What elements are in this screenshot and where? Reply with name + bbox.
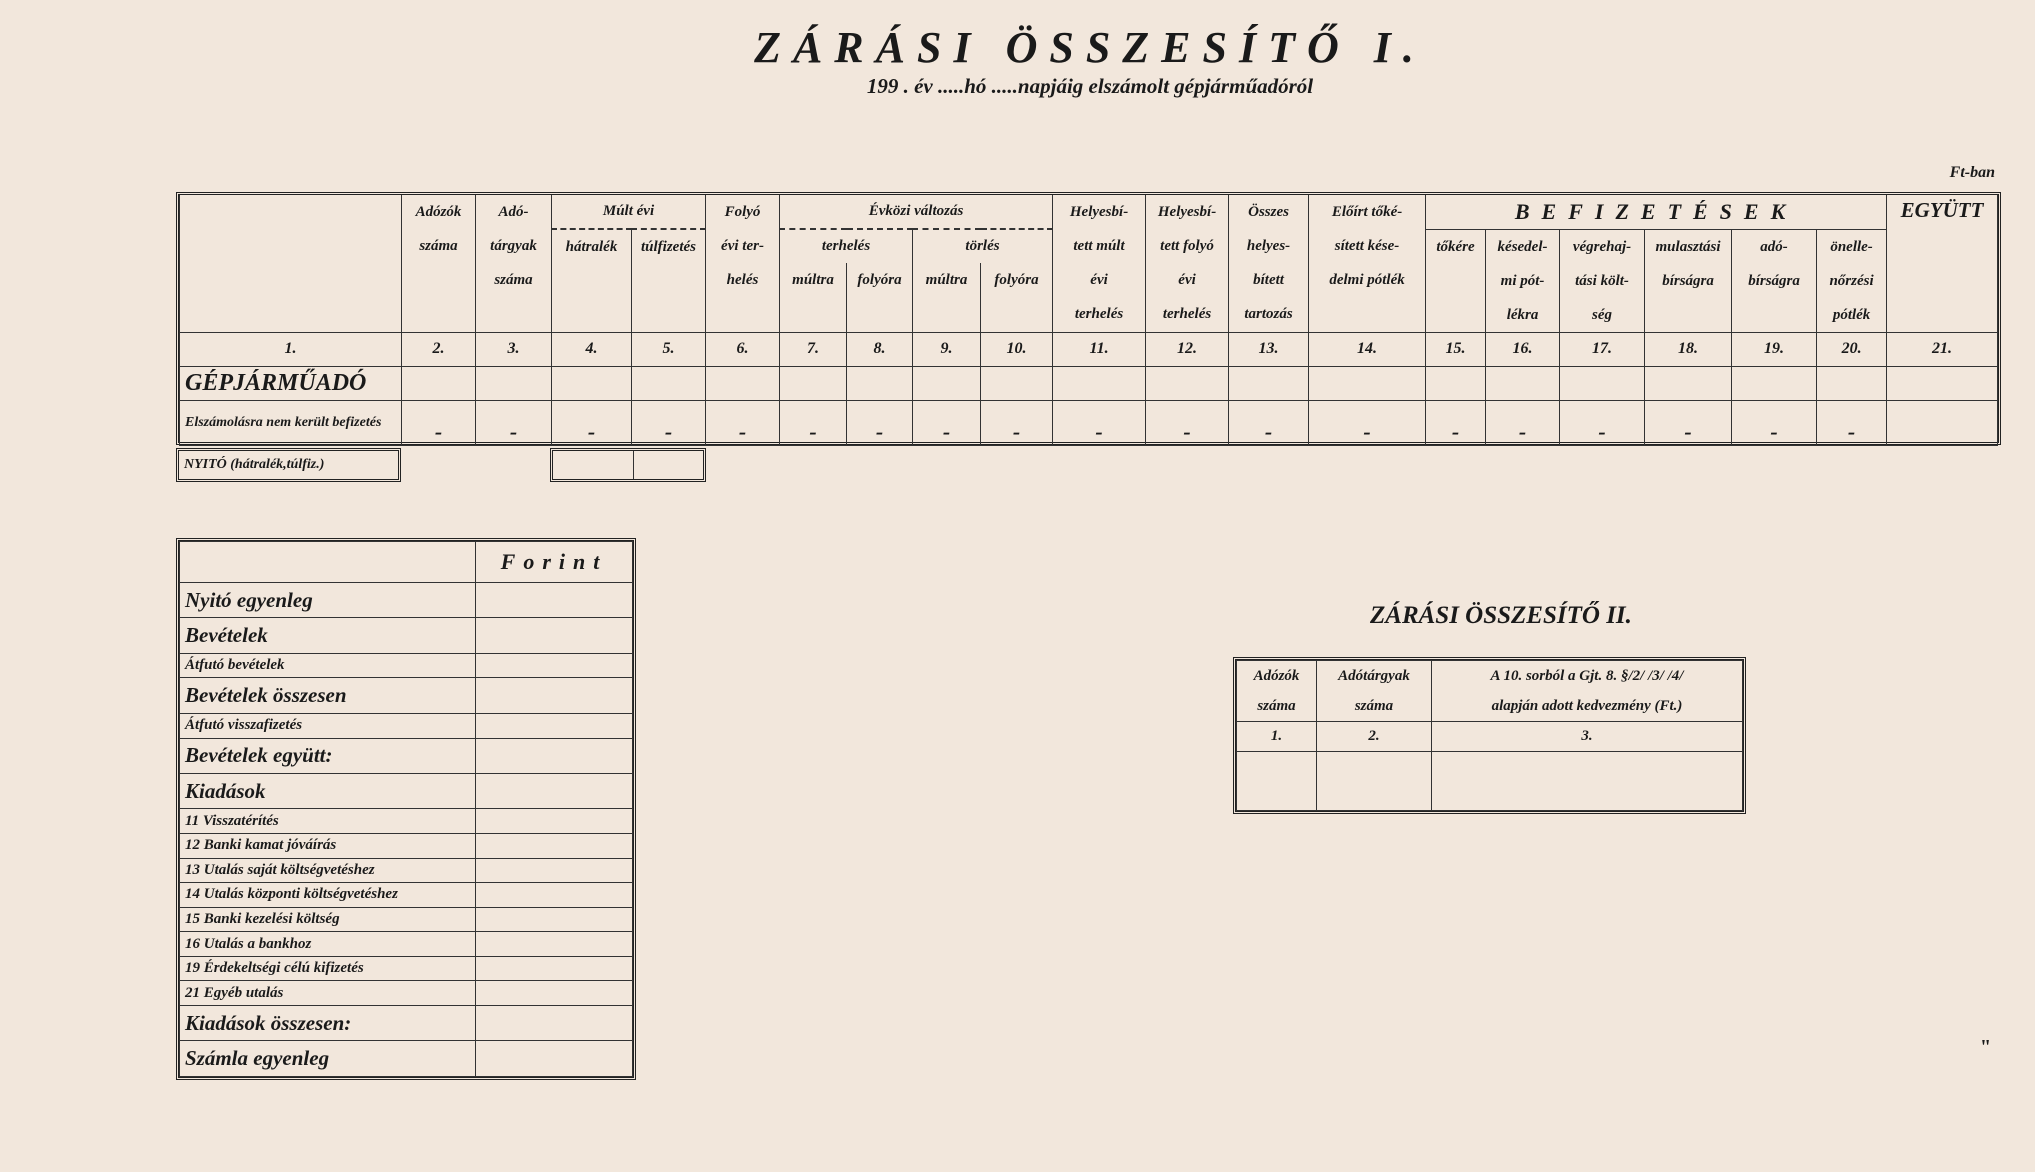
- table-cell[interactable]: [981, 366, 1053, 400]
- forint-value-cell[interactable]: [476, 653, 633, 678]
- forint-row-label: Kiadások: [180, 774, 476, 809]
- forint-row-label: 11 Visszatérítés: [180, 809, 476, 834]
- t2-value-1[interactable]: [1237, 752, 1317, 811]
- column-number: 19.: [1732, 332, 1817, 366]
- forint-row-label: Bevételek együtt:: [180, 738, 476, 773]
- t2-col-kedvezmeny: A 10. sorból a Gjt. 8. §/2/ /3/ /4/ alapján adott kedvezmény (Ft.): [1432, 661, 1743, 722]
- forint-value-cell[interactable]: [476, 582, 633, 617]
- forint-row: [180, 1041, 633, 1077]
- table-cell[interactable]: -: [1817, 400, 1887, 445]
- column-number: 21.: [1887, 332, 1998, 366]
- forint-row-label: Nyitó egyenleg: [180, 582, 476, 617]
- col-osszes-header: Összes helyes- bített tartozás: [1229, 195, 1309, 332]
- table-cell[interactable]: -: [402, 400, 476, 445]
- table-cell[interactable]: -: [1486, 400, 1560, 445]
- table-cell[interactable]: -: [1229, 400, 1309, 445]
- forint-header-blank: [180, 542, 476, 583]
- summary-table-2: [1233, 657, 1746, 814]
- table-cell[interactable]: [1309, 366, 1426, 400]
- col-tokere-header: tőkére: [1426, 229, 1486, 332]
- col-10-folyora: folyóra: [981, 263, 1053, 332]
- column-number-row: [180, 332, 1998, 366]
- table-cell[interactable]: -: [847, 400, 913, 445]
- column-number: 12.: [1146, 332, 1229, 366]
- table-cell[interactable]: [402, 366, 476, 400]
- page-title: ZÁRÁSI ÖSSZESÍTŐ I.: [754, 23, 1426, 72]
- forint-row: [180, 883, 633, 908]
- row-label-elszamolas: Elszámolásra nem került befizetés: [180, 400, 402, 445]
- table-cell[interactable]: [1053, 366, 1146, 400]
- row-label-gepjarmuado: GÉPJÁRMŰADÓ: [180, 366, 402, 400]
- forint-value-cell[interactable]: [476, 774, 633, 809]
- nyito-input-box[interactable]: [550, 448, 706, 482]
- column-number: 4.: [552, 332, 632, 366]
- column-number: 7.: [780, 332, 847, 366]
- forint-row: [180, 809, 633, 834]
- column-number: 18.: [1645, 332, 1732, 366]
- table-cell[interactable]: -: [1732, 400, 1817, 445]
- forint-row-label: Bevételek: [180, 618, 476, 653]
- column-number: 2.: [402, 332, 476, 366]
- forint-row: [180, 582, 633, 617]
- forint-row-label: Átfutó visszafizetés: [180, 713, 476, 738]
- table-cell[interactable]: -: [1309, 400, 1426, 445]
- forint-row: [180, 618, 633, 653]
- table-cell[interactable]: -: [476, 400, 552, 445]
- table-cell[interactable]: [847, 366, 913, 400]
- table-cell[interactable]: [780, 366, 847, 400]
- table-cell[interactable]: [1645, 366, 1732, 400]
- column-number: 15.: [1426, 332, 1486, 366]
- forint-table: [176, 538, 636, 1080]
- column-number: 8.: [847, 332, 913, 366]
- forint-row-label: Kiadások összesen:: [180, 1005, 476, 1040]
- col-tulfizetes-header: túlfizetés: [632, 229, 706, 332]
- forint-value-cell[interactable]: [476, 809, 633, 834]
- forint-row: [180, 932, 633, 957]
- table-cell[interactable]: -: [780, 400, 847, 445]
- befizetesek-header: BEFIZETÉSEK: [1426, 195, 1887, 229]
- table-cell[interactable]: -: [552, 400, 632, 445]
- forint-row: [180, 834, 633, 859]
- table-cell[interactable]: [1426, 366, 1486, 400]
- table-cell[interactable]: [552, 366, 632, 400]
- col-kesedelmi-header: késedel- mi pót- lékra: [1486, 229, 1560, 332]
- table-cell[interactable]: [1887, 366, 1998, 400]
- table-cell[interactable]: -: [1053, 400, 1146, 445]
- forint-value-cell[interactable]: [476, 981, 633, 1006]
- forint-value-cell[interactable]: [476, 834, 633, 859]
- table-cell[interactable]: [1887, 400, 1998, 445]
- table-cell[interactable]: [1560, 366, 1645, 400]
- forint-row-label: 15 Banki kezelési költség: [180, 907, 476, 932]
- forint-row: [180, 713, 633, 738]
- table-cell[interactable]: [1486, 366, 1560, 400]
- table-cell[interactable]: [1817, 366, 1887, 400]
- col-mulasztasi-header: mulasztási bírságra: [1645, 229, 1732, 332]
- forint-row: [180, 907, 633, 932]
- col-onellenorzesi-header: önelle- nőrzési pótlék: [1817, 229, 1887, 332]
- table-cell[interactable]: [913, 366, 981, 400]
- forint-row-label: Átfutó bevételek: [180, 653, 476, 678]
- t2-num-3: 3.: [1432, 722, 1743, 752]
- t2-num-2: 2.: [1317, 722, 1432, 752]
- col-hatralek-header: hátralék: [552, 229, 632, 332]
- evkozi-header: Évközi változás: [780, 195, 1053, 229]
- col-adotargyak-header: Adó- tárgyak száma: [476, 195, 552, 332]
- column-number: 3.: [476, 332, 552, 366]
- forint-row-label: 13 Utalás saját költségvetéshez: [180, 858, 476, 883]
- table-cell[interactable]: -: [706, 400, 780, 445]
- table-cell[interactable]: -: [981, 400, 1053, 445]
- forint-row-label: 14 Utalás központi költségvetéshez: [180, 883, 476, 908]
- forint-value-cell[interactable]: [476, 1041, 633, 1077]
- column-number: 10.: [981, 332, 1053, 366]
- quote-mark: ": [1980, 1036, 1992, 1058]
- forint-value-cell[interactable]: [476, 883, 633, 908]
- column-number: 1.: [180, 332, 402, 366]
- egyutt-header: EGYÜTT: [1887, 195, 1998, 332]
- table-cell[interactable]: -: [1426, 400, 1486, 445]
- forint-row: [180, 774, 633, 809]
- column-number: 6.: [706, 332, 780, 366]
- t2-value-3[interactable]: [1432, 752, 1743, 811]
- forint-row: [180, 653, 633, 678]
- table-cell[interactable]: -: [1560, 400, 1645, 445]
- col-8-folyora: folyóra: [847, 263, 913, 332]
- col-helyesb-mult-header: Helyesbí- tett múlt évi terhelés: [1053, 195, 1146, 332]
- column-number: 9.: [913, 332, 981, 366]
- nyito-row-label: NYITÓ (hátralék,túlfiz.): [176, 448, 401, 482]
- column-number: 5.: [632, 332, 706, 366]
- column-number: 13.: [1229, 332, 1309, 366]
- forint-value-cell[interactable]: [476, 858, 633, 883]
- table-cell[interactable]: -: [1645, 400, 1732, 445]
- forint-row-label: 16 Utalás a bankhoz: [180, 932, 476, 957]
- t2-col-adozok: Adózók száma: [1237, 661, 1317, 722]
- forint-row: [180, 738, 633, 773]
- col-9-multra: múltra: [913, 263, 981, 332]
- unit-label: Ft-ban: [1949, 164, 1995, 181]
- forint-row: [180, 1005, 633, 1040]
- table-cell[interactable]: [1229, 366, 1309, 400]
- torles-header: törlés: [913, 229, 1053, 263]
- forint-value-cell[interactable]: [476, 956, 633, 981]
- forint-value-cell[interactable]: [476, 932, 633, 957]
- forint-value-cell[interactable]: [476, 678, 633, 713]
- col-vegrehajtasi-header: végrehaj- tási költ- ség: [1560, 229, 1645, 332]
- forint-row: [180, 956, 633, 981]
- table-cell[interactable]: -: [632, 400, 706, 445]
- terheles-header: terhelés: [780, 229, 913, 263]
- t2-col-adotargyak: Adótárgyak száma: [1317, 661, 1432, 722]
- forint-row-label: 12 Banki kamat jóváírás: [180, 834, 476, 859]
- table-cell[interactable]: [1146, 366, 1229, 400]
- forint-row: [180, 858, 633, 883]
- section-title-2: ZÁRÁSI ÖSSZESÍTŐ II.: [1370, 602, 1632, 629]
- forint-value-cell[interactable]: [476, 618, 633, 653]
- mult-evi-header: Múlt évi: [552, 195, 706, 229]
- table-cell[interactable]: [476, 366, 552, 400]
- col-7-multra: múltra: [780, 263, 847, 332]
- column-number: 20.: [1817, 332, 1887, 366]
- t2-value-2[interactable]: [1317, 752, 1432, 811]
- forint-value-cell[interactable]: [476, 738, 633, 773]
- page-subtitle: 199 . év .....hó .....napjáig elszámolt gépjárműadóról: [866, 74, 1314, 98]
- col-adobirsag-header: adó- bírságra: [1732, 229, 1817, 332]
- forint-row: [180, 678, 633, 713]
- column-number: 17.: [1560, 332, 1645, 366]
- table-cell[interactable]: [706, 366, 780, 400]
- blank-header-cell: [180, 195, 402, 332]
- column-number: 16.: [1486, 332, 1560, 366]
- column-number: 11.: [1053, 332, 1146, 366]
- col-adozok-header: Adózók száma: [402, 195, 476, 332]
- col-eloirt-header: Előírt tőké- sített kése- delmi pótlék: [1309, 195, 1426, 332]
- forint-row-label: Bevételek összesen: [180, 678, 476, 713]
- table-cell[interactable]: -: [1146, 400, 1229, 445]
- forint-value-cell[interactable]: [476, 713, 633, 738]
- table-cell[interactable]: -: [913, 400, 981, 445]
- forint-row-label: 19 Érdekeltségi célú kifizetés: [180, 956, 476, 981]
- column-number: 14.: [1309, 332, 1426, 366]
- forint-row: [180, 981, 633, 1006]
- forint-row-label: 21 Egyéb utalás: [180, 981, 476, 1006]
- summary-table-1: [176, 192, 2001, 445]
- table-cell[interactable]: [1732, 366, 1817, 400]
- col-helyesb-folyo-header: Helyesbí- tett folyó évi terhelés: [1146, 195, 1229, 332]
- forint-row-label: Számla egyenleg: [180, 1041, 476, 1077]
- col-folyo-header: Folyó évi ter- helés: [706, 195, 780, 332]
- forint-value-cell[interactable]: [476, 1005, 633, 1040]
- forint-value-cell[interactable]: [476, 907, 633, 932]
- forint-header: Forint: [476, 542, 633, 583]
- t2-num-1: 1.: [1237, 722, 1317, 752]
- table-cell[interactable]: [632, 366, 706, 400]
